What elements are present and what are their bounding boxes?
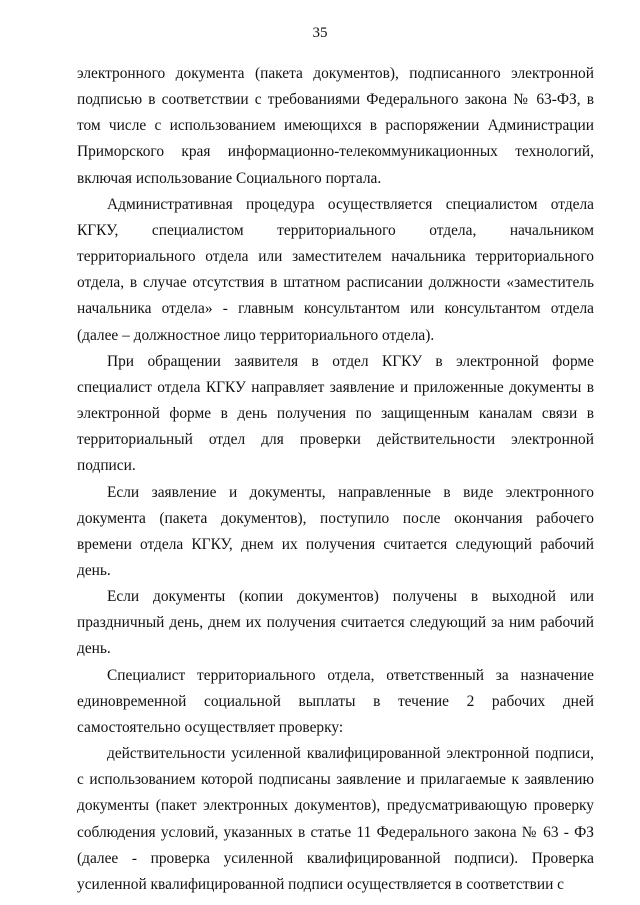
page-number: 35 bbox=[312, 25, 328, 41]
paragraph-3: При обращении заявителя в отдел КГКУ в электронной форме специалист отдела КГКУ направляет заявление и приложенные документы в электронной форме в день получения по защищенным каналам связи в территориальный отдел для проверки действительности электронной подписи. bbox=[77, 352, 594, 475]
document-body bbox=[77, 61, 594, 898]
paragraph-6: Специалист территориального отдела, ответственный за назначение единовременной социальной выплаты в течение 2 рабочих дней самостоятельно осуществляет проверку: bbox=[77, 666, 594, 736]
paragraph-7: действительности усиленной квалифицированной электронной подписи, с использованием которой подписаны заявление и прилагаемые к заявлению документы (пакет электронных документов), предусматривающую проверку соблюдения условий, указанных в статье 11 Федерального закона № 63 - ФЗ (далее - проверка усиленной квалифицированной подписи). Проверка усиленной квалифицированной подписи осуществляется в соответствии с bbox=[77, 745, 594, 893]
paragraph-4: Если заявление и документы, направленные в виде электронного документа (пакета документов), поступило после окончания рабочего времени отдела КГКУ, днем их получения считается следующий рабочий день. bbox=[77, 483, 594, 579]
paragraph-1: электронного документа (пакета документов), подписанного электронной подписью в соответствии с требованиями Федерального закона № 63-ФЗ, в том числе с использованием имеющихся в распоряжении Администрации Приморского края информационно-телекоммуникационных технологий, включая использование Социального портала. bbox=[77, 65, 594, 187]
paragraph-2: Административная процедура осуществляется специалистом отдела КГКУ, специалистом территориального отдела, начальником территориального отдела или заместителем начальника территориального отдела, в случае отсутствия в штатном расписании должности «заместитель начальника отдела» - главным консультантом или консультантом отдела (далее – должностное лицо территориального отдела). bbox=[77, 195, 594, 344]
paragraph-5: Если документы (копии документов) получены в выходной или праздничный день, днем их получения считается следующий за ним рабочий день. bbox=[77, 588, 594, 658]
